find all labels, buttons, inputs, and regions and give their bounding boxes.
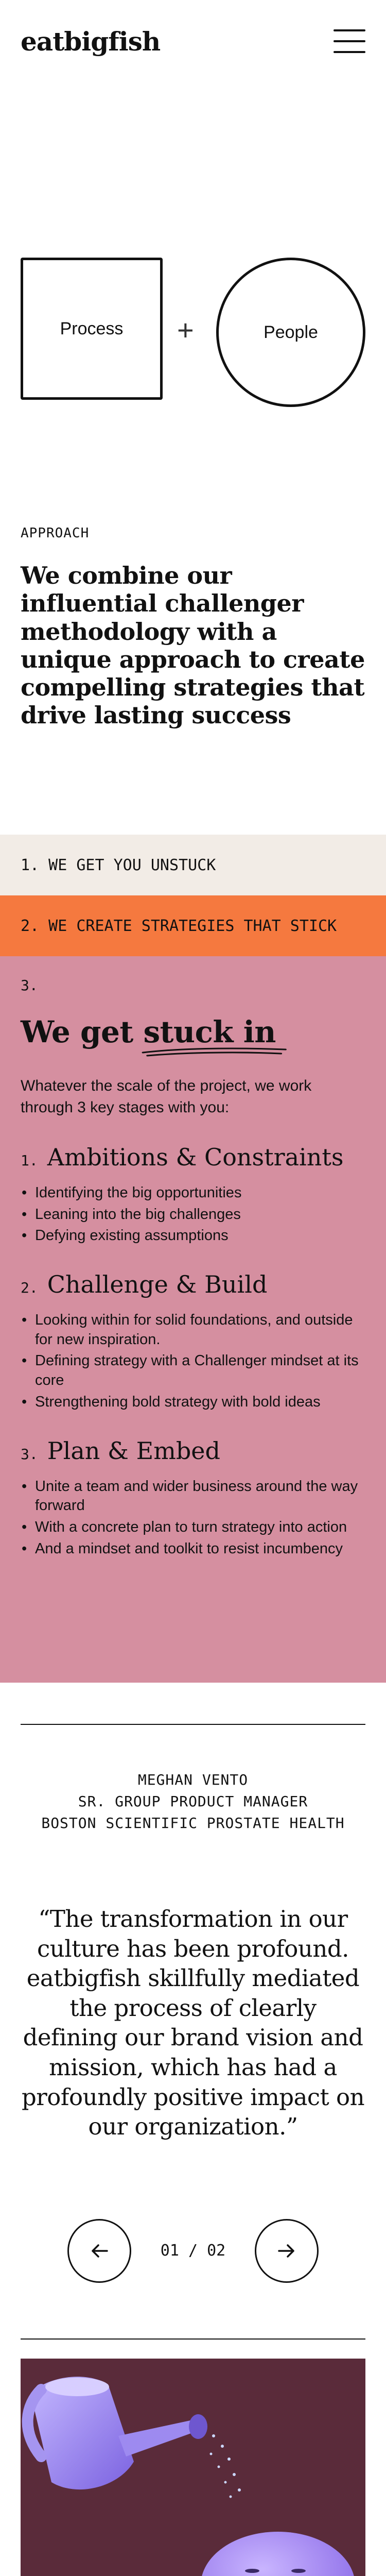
- menu-line: [334, 51, 365, 53]
- promo-card: [21, 2359, 365, 2576]
- stage-3-title: Plan & Embed: [47, 1436, 220, 1465]
- testimonial-quote: “The transformation in our culture has been profound. eatbigfish skillfully mediated the process of clearly defining our brand vision and mission, which has had a profoundly positive impact on our organization.”: [21, 1905, 365, 2141]
- previous-button[interactable]: [67, 2219, 131, 2283]
- divider: [21, 2338, 365, 2340]
- testimonial-pager: [21, 2219, 365, 2283]
- stage-3-number: 3.: [21, 1445, 38, 1463]
- logo[interactable]: eatbigfish: [21, 26, 161, 57]
- list-item: • Defining strategy with a Challenger mindset at its core: [21, 1351, 365, 1390]
- stage-2-title: Challenge & Build: [47, 1270, 268, 1299]
- stage-1-head: [21, 1143, 365, 1171]
- hero: [0, 82, 386, 495]
- testimonial-name: MEGHAN VENTO: [137, 1771, 249, 1788]
- hamburger-icon[interactable]: [334, 29, 365, 53]
- panel-title-emphasis-text: stuck in: [143, 1014, 276, 1049]
- stage-2: [21, 1270, 365, 1412]
- panel-intro: Whatever the scale of the project, we work through 3 key stages with you:: [21, 1077, 312, 1116]
- step-3-panel: [0, 956, 386, 1683]
- promo-section: [0, 2359, 386, 2576]
- stage-1: [21, 1143, 365, 1246]
- step-2-tab[interactable]: 2. WE CREATE STRATEGIES THAT STICK: [0, 895, 386, 956]
- step-1-tab[interactable]: 1. WE GET YOU UNSTUCK: [0, 835, 386, 895]
- panel-title-emphasis: [143, 1014, 276, 1049]
- plus-icon: +: [177, 314, 194, 346]
- menu-line: [334, 29, 365, 31]
- people-label: People: [264, 322, 318, 342]
- next-button[interactable]: [255, 2219, 319, 2283]
- list-item: • With a concrete plan to turn strategy into action: [21, 1518, 365, 1537]
- list-item: • Strengthening bold strategy with bold ideas: [21, 1393, 365, 1412]
- approach-heading: We combine our influential challenger methodology with a unique approach to create compelling strategies that drive lasting success: [21, 562, 365, 730]
- panel-title-prefix: We get: [21, 1014, 144, 1049]
- menu-line: [334, 40, 365, 42]
- stage-2-head: [21, 1270, 365, 1298]
- list-item: • Leaning into the big challenges: [21, 1205, 365, 1225]
- watering-can-illustration-icon: [21, 2359, 365, 2576]
- approach-eyebrow: APPROACH: [21, 526, 90, 541]
- testimonial-section: [0, 1683, 386, 2332]
- divider: [21, 1724, 365, 1725]
- testimonial-attribution: [21, 1769, 365, 1834]
- step-3-number: 3.: [21, 977, 38, 994]
- arrow-right-icon: [278, 2244, 295, 2258]
- list-item: • Defying existing assumptions: [21, 1226, 365, 1246]
- stage-2-list: [21, 1311, 365, 1412]
- stage-2-number: 2.: [21, 1279, 38, 1297]
- stage-1-title: Ambitions & Constraints: [47, 1143, 344, 1171]
- list-item: • And a mindset and toolkit to resist incumbency: [21, 1539, 365, 1559]
- people-circle: [216, 258, 365, 407]
- approach-section: [0, 495, 386, 835]
- testimonial-role: SR. GROUP PRODUCT MANAGER: [78, 1793, 308, 1810]
- stage-3: [21, 1437, 365, 1559]
- list-item: • Unite a team and wider business around the way forward: [21, 1477, 365, 1516]
- stage-3-list: [21, 1477, 365, 1559]
- pager-count: 01 / 02: [160, 2242, 226, 2260]
- list-item: • Identifying the big opportunities: [21, 1183, 365, 1203]
- panel-title: [21, 1014, 365, 1049]
- stage-1-number: 1.: [21, 1152, 38, 1169]
- list-item: • Looking within for solid foundations, and outside for new inspiration.: [21, 1311, 365, 1349]
- scribble-underline-icon: [140, 1045, 288, 1059]
- testimonial-company: BOSTON SCIENTIFIC PROSTATE HEALTH: [41, 1815, 345, 1832]
- process-square: [21, 258, 163, 400]
- stage-1-list: [21, 1183, 365, 1246]
- site-header: [0, 0, 386, 82]
- process-label: Process: [60, 318, 124, 338]
- arrow-left-icon: [91, 2244, 108, 2258]
- stage-3-head: [21, 1437, 365, 1465]
